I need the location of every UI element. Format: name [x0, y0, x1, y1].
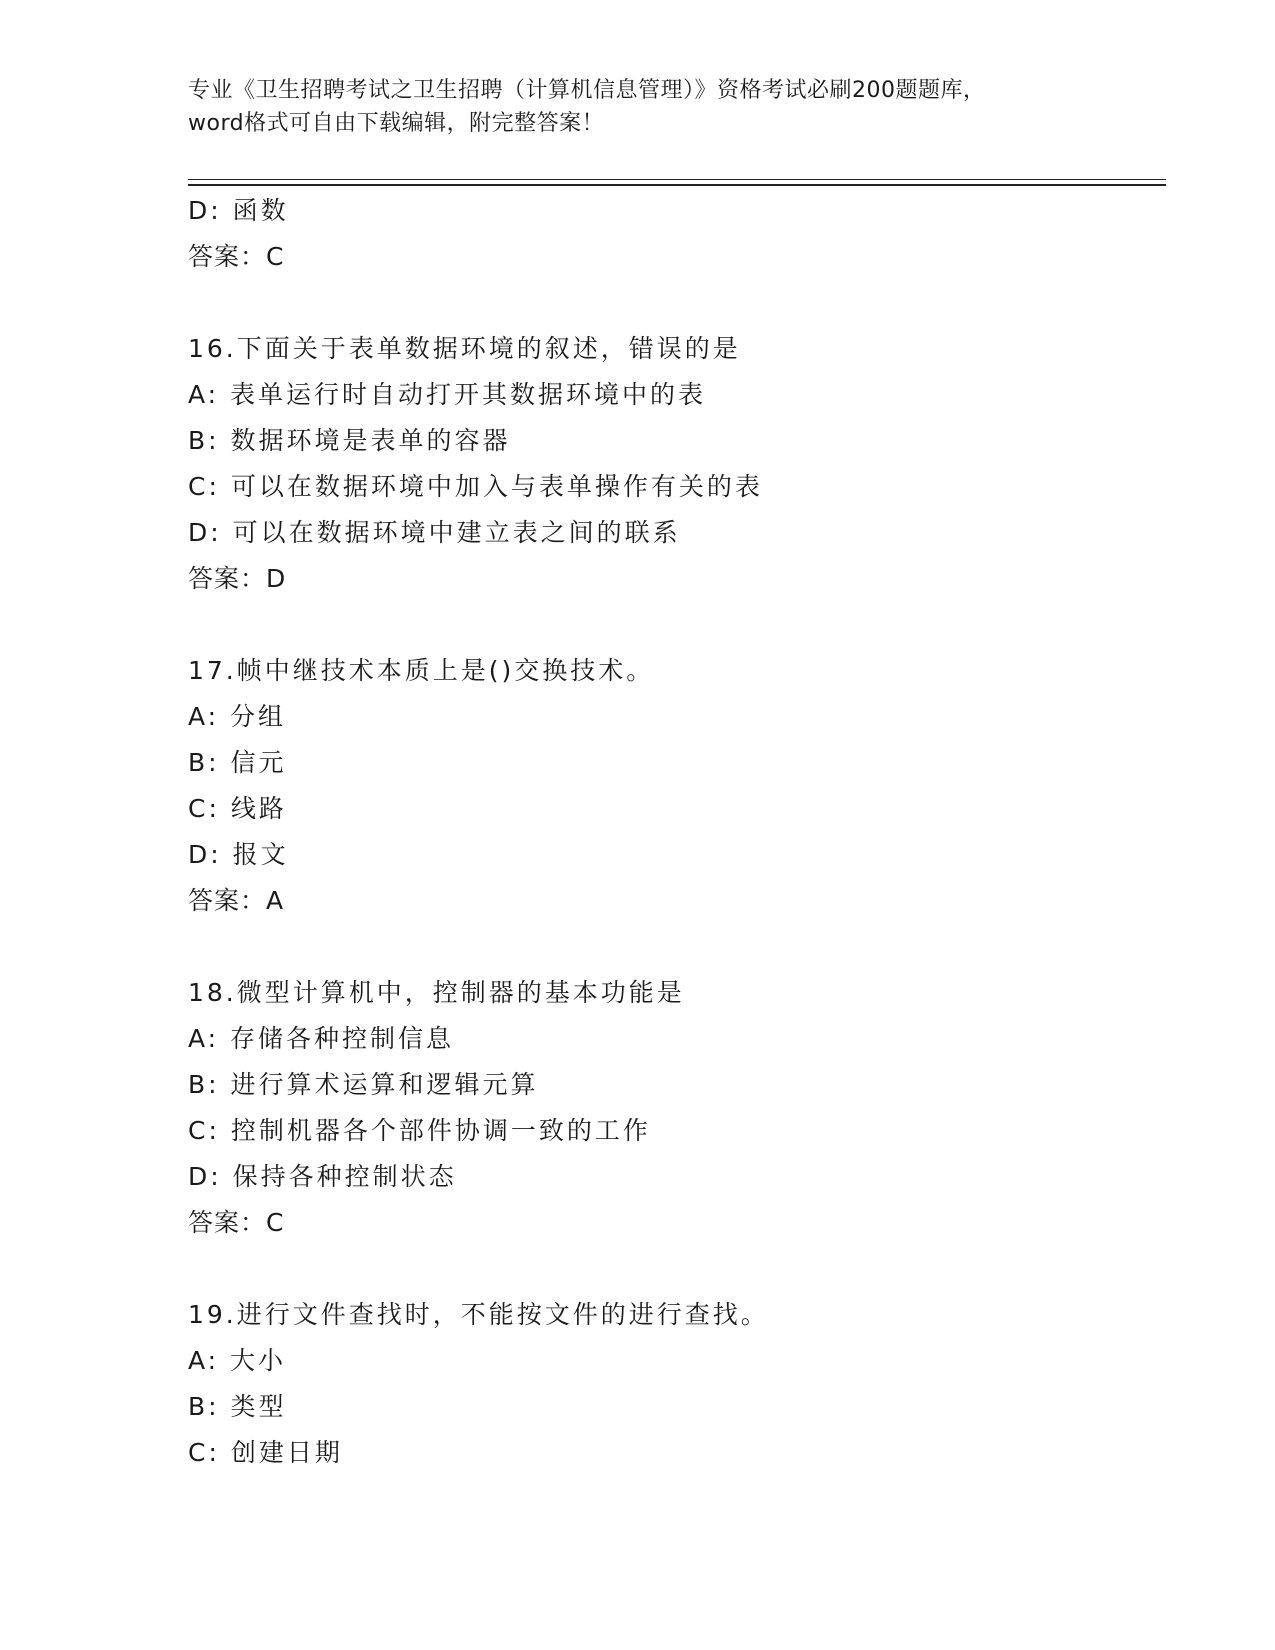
header-line-2: word格式可自由下载编辑，附完整答案！: [188, 111, 605, 136]
answer-label: 答案：: [188, 564, 267, 593]
option-c: C: 可以在数据环境中加入与表单操作有关的表: [188, 472, 763, 501]
option-a: A: 大小: [188, 1346, 287, 1375]
spacer: [188, 924, 1148, 970]
option-d: D: 可以在数据环境中建立表之间的联系: [188, 518, 681, 547]
question-18: [188, 970, 1148, 1246]
question-fragment: [188, 188, 1148, 280]
option-d: D: 报文: [188, 840, 289, 869]
answer-value: D: [266, 564, 287, 593]
option-a: A: 表单运行时自动打开其数据环境中的表: [188, 380, 707, 409]
option-a: A: 分组: [188, 702, 287, 731]
answer-line: [188, 1200, 1148, 1246]
question-stem: 17.帧中继技术本质上是()交换技术。: [188, 656, 655, 685]
answer-label: 答案：: [188, 242, 267, 271]
answer-line: [188, 234, 1148, 280]
spacer: [188, 280, 1148, 326]
option-b: B: 类型: [188, 1392, 287, 1421]
question-17: [188, 648, 1148, 924]
option-b: B: 信元: [188, 748, 287, 777]
answer-value: A: [266, 886, 285, 915]
question-stem: 19.进行文件查找时，不能按文件的进行查找。: [188, 1300, 769, 1329]
option-b: B: 数据环境是表单的容器: [188, 426, 511, 455]
answer-value: C: [266, 242, 285, 271]
answer-label: 答案：: [188, 1208, 267, 1237]
question-list: [188, 188, 1148, 1476]
option-d: D: 函数: [188, 196, 289, 225]
header-line-1: 专业《卫生招聘考试之卫生招聘（计算机信息管理）》资格考试必刷200题题库，: [188, 78, 986, 103]
answer-line: [188, 556, 1148, 602]
question-19: [188, 1292, 1148, 1476]
option-a: A: 存储各种控制信息: [188, 1024, 455, 1053]
spacer: [188, 602, 1148, 648]
question-stem: 16.下面关于表单数据环境的叙述，错误的是: [188, 334, 741, 363]
document-header: [188, 74, 1088, 140]
question-16: [188, 326, 1148, 602]
option-c: C: 控制机器各个部件协调一致的工作: [188, 1116, 651, 1145]
option-d: D: 保持各种控制状态: [188, 1162, 457, 1191]
spacer: [188, 1246, 1148, 1292]
answer-line: [188, 878, 1148, 924]
question-stem: 18.微型计算机中，控制器的基本功能是: [188, 978, 685, 1007]
answer-label: 答案：: [188, 886, 267, 915]
answer-value: C: [266, 1208, 285, 1237]
header-divider-thick: [188, 184, 1166, 186]
option-c: C: 线路: [188, 794, 287, 823]
option-c: C: 创建日期: [188, 1438, 343, 1467]
header-divider-thin: [188, 179, 1166, 180]
option-b: B: 进行算术运算和逻辑元算: [188, 1070, 539, 1099]
